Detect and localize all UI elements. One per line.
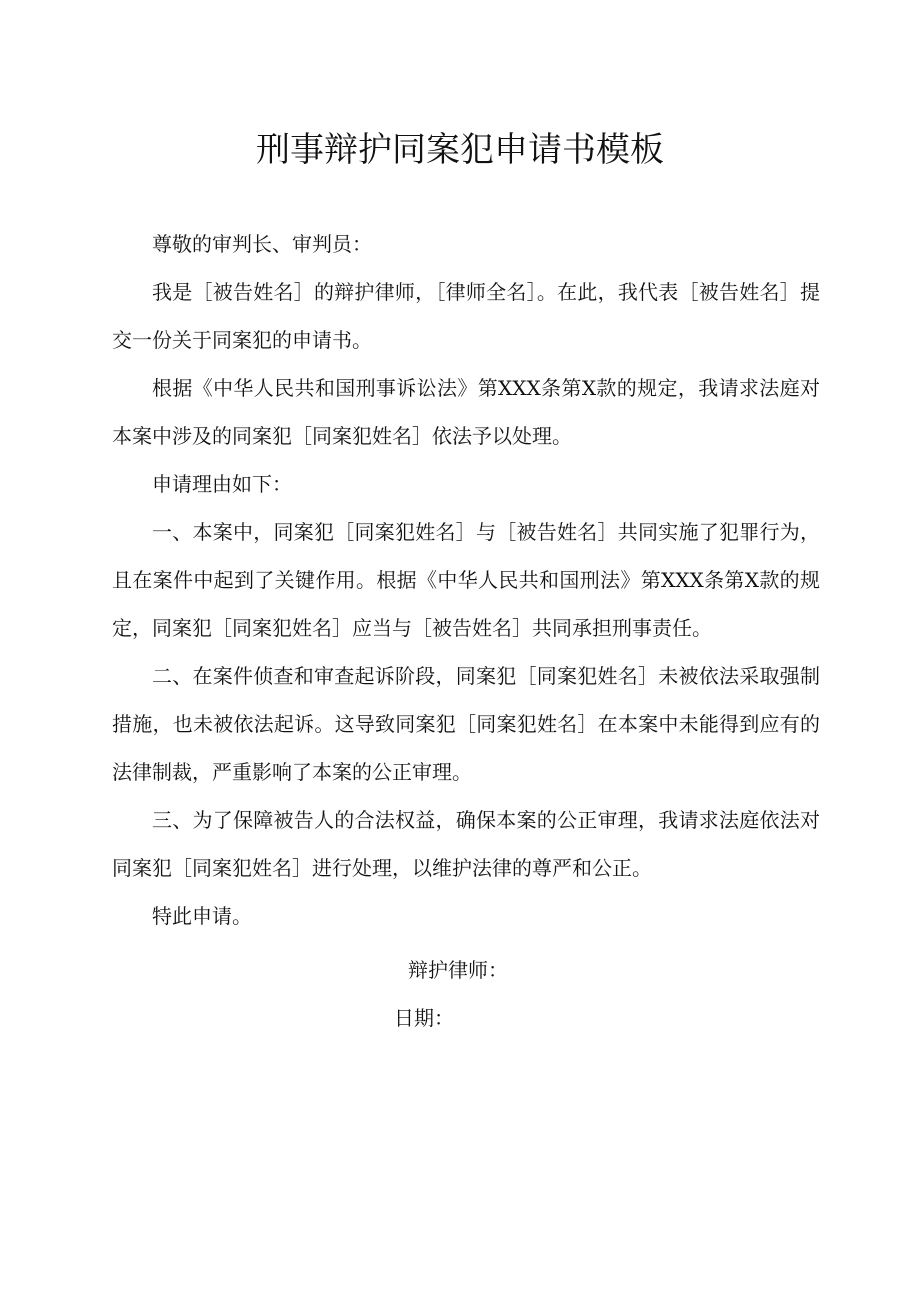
paragraph-reason-3: 三、为了保障被告人的合法权益，确保本案的公正审理，我请求法庭依法对同案犯［同案犯姓名］进行处理，以维护法律的尊严和公正。 [112,808,820,880]
document-title: 刑事辩护同案犯申请书模板 [256,130,664,170]
paragraph-reason-1: 一、本案中，同案犯［同案犯姓名］与［被告姓名］共同实施了犯罪行为，且在案件中起到了关键作用。根据《中华人民共和国刑法》第XXX条第X款的规定，同案犯［同案犯姓名］应当与［被告姓名］共同承担刑事责任。 [112,520,820,640]
document-body [112,220,820,940]
signature-date-label: 日期： [394,1006,454,1030]
paragraph-reason-2: 二、在案件侦查和审查起诉阶段，同案犯［同案犯姓名］未被依法采取强制措施，也未被依法起诉。这导致同案犯［同案犯姓名］在本案中未能得到应有的法律制裁，严重影响了本案的公正审理。 [112,664,820,784]
paragraph-reasons-heading: 申请理由如下： [152,472,292,496]
salutation: 尊敬的审判长、审判员： [152,232,372,256]
paragraph-intro: 我是［被告姓名］的辩护律师，［律师全名］。在此，我代表［被告姓名］提交一份关于同案犯的申请书。 [112,280,820,352]
paragraph-legal-basis: 根据《中华人民共和国刑事诉讼法》第XXX条第X款的规定，我请求法庭对本案中涉及的同案犯［同案犯姓名］依法予以处理。 [112,376,820,448]
paragraph-closing: 特此申请。 [152,904,252,928]
signature-lawyer-label: 辩护律师： [408,958,508,982]
